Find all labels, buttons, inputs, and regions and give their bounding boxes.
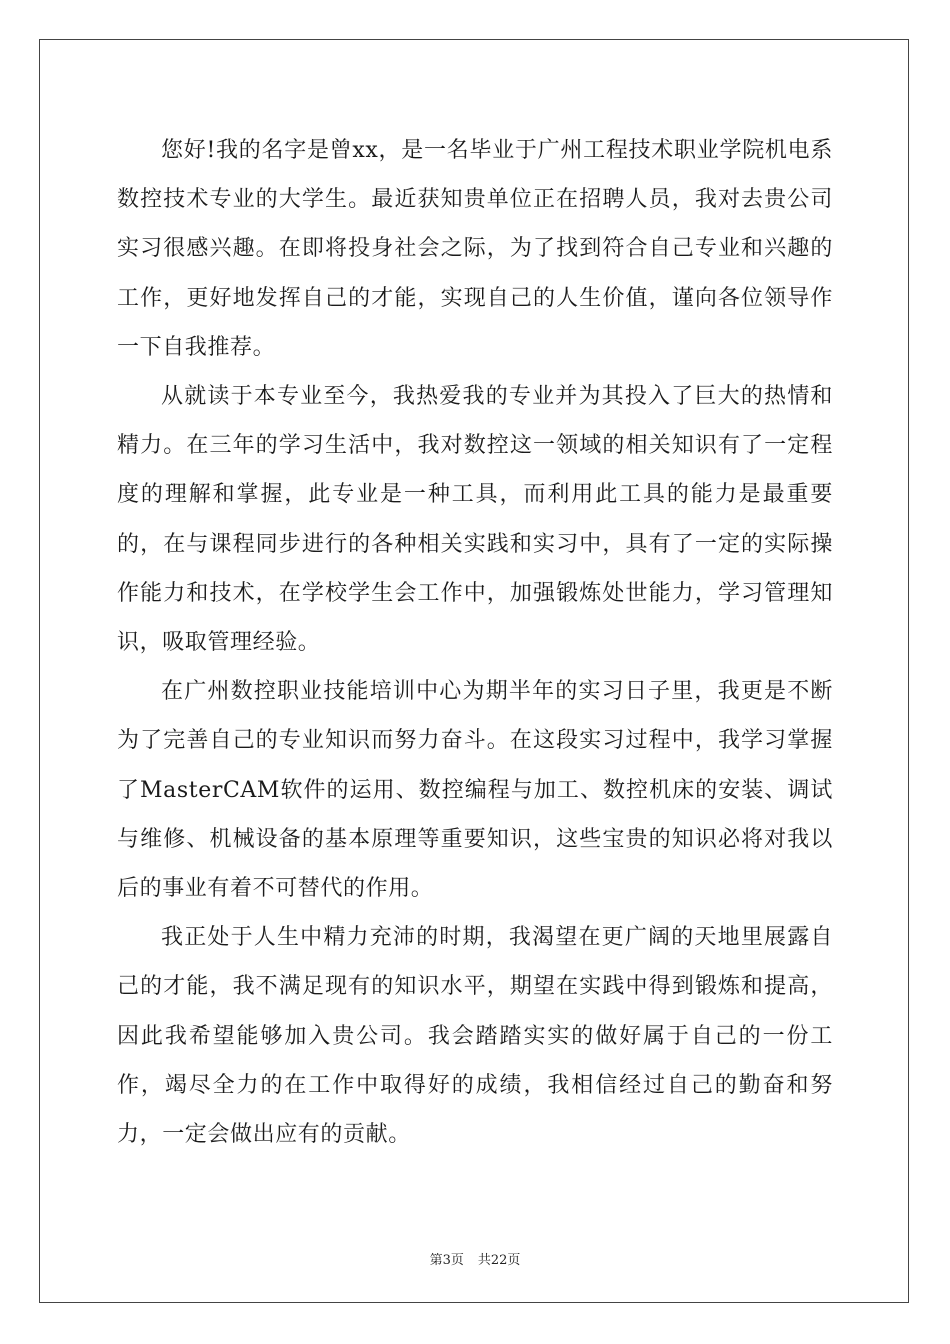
page-total: 共22页 [477,1253,521,1268]
paragraph-2: 从就读于本专业至今，我热爱我的专业并为其投入了巨大的热情和精力。在三年的学习生活中，我对数控这一领域的相关知识有了一定程度的理解和掌握，此专业是一种工具，而利用此工具的能力是最重要的，在与课程同步进行的各种相关实践和实习中，具有了一定的实际操作能力和技术，在学校学生会工作中，加强锻炼处世能力，学习管理知识，吸取管理经验。 [117,384,833,656]
letter-body [117,126,833,1159]
page-footer [0,1249,950,1268]
paragraph-3: 在广州数控职业技能培训中心为期半年的实习日子里，我更是不断为了完善自己的专业知识而努力奋斗。在这段实习过程中，我学习掌握了MasterCAM软件的运用、数控编程与加工、数控机床的安装、调试与维修、机械设备的基本原理等重要知识，这些宝贵的知识必将对我以后的事业有着不可替代的作用。 [117,679,833,902]
paragraph-1: 您好!我的名字是曾xx，是一名毕业于广州工程技术职业学院机电系数控技术专业的大学生。最近获知贵单位正在招聘人员，我对去贵公司实习很感兴趣。在即将投身社会之际，为了找到符合自己专业和兴趣的工作，更好地发挥自己的才能，实现自己的人生价值，谨向各位领导作一下自我推荐。 [117,138,833,360]
paragraph-4: 我正处于人生中精力充沛的时期，我渴望在更广阔的天地里展露自己的才能，我不满足现有的知识水平，期望在实践中得到锻炼和提高，因此我希望能够加入贵公司。我会踏踏实实的做好属于自己的一份工作，竭尽全力的在工作中取得好的成绩，我相信经过自己的勤奋和努力，一定会做出应有的贡献。 [117,925,833,1148]
page-number: 第3页 [429,1253,464,1268]
